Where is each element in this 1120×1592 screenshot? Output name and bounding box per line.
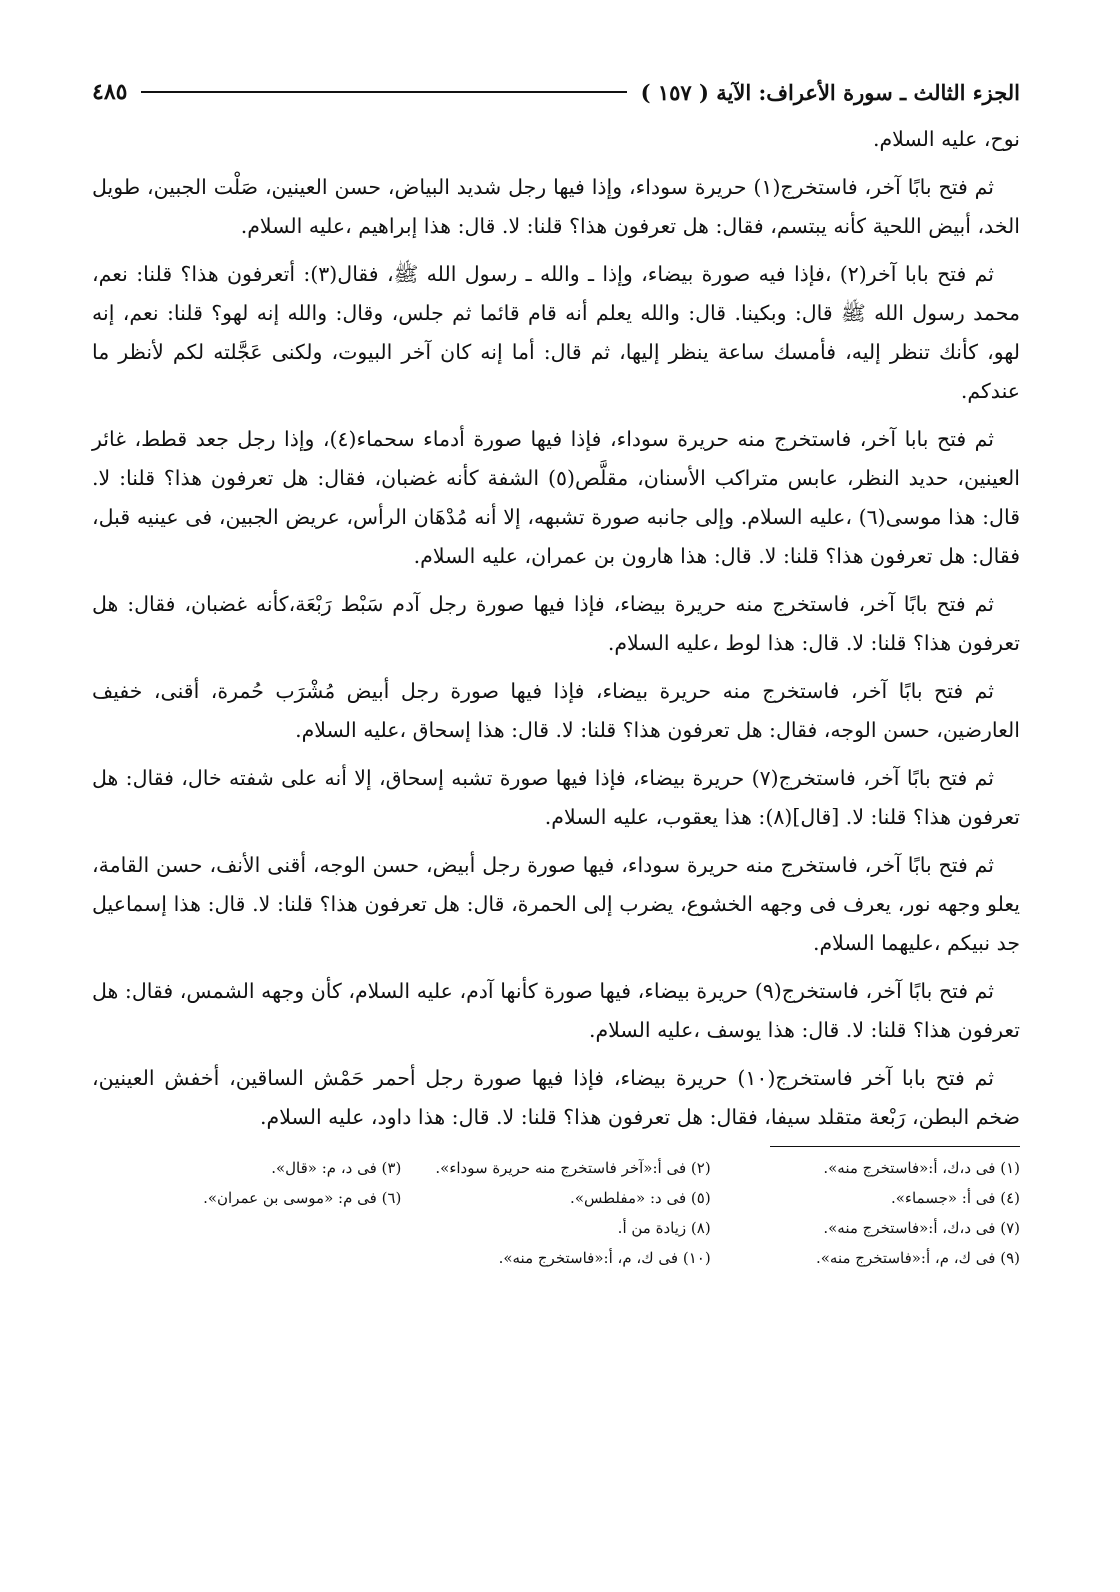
footnote-8: (٨) زيادة من أ. (617, 1219, 711, 1237)
header-title: الجزء الثالث ـ سورة الأعراف: الآية ( ١٥٧ ) (640, 79, 1020, 105)
footnote-2: (٢) فى أ:«آخر فاستخرج منه حريرة سوداء». (435, 1159, 711, 1177)
paragraph: ثم فتح بابا آخر، فاستخرج منه حريرة سوداء، فإذا فيها صورة أدماء سحماء(٤)، وإذا رجل جعد قطط، غائر العينين، حديد النظر، عابس متراكب الأسنان، مقلَّص(٥) الشفة كأنه غضبان، فقال: هل تعرفون هذا؟ قلنا: لا. قال: هذا موسى(٦) ،عليه السلام. وإلى جانبه صورة تشبهه، إلا أنه مُدْهَان الرأس، عريض الجبين، فى عينيه قبل، فقال: هل تعرفون هذا؟ قلنا: لا. قال: هذا هارون بن عمران، عليه السلام. (92, 427, 1020, 568)
footnote-separator (770, 1146, 1020, 1147)
paragraph: ثم فتح بابًا آخر، فاستخرج(٩) حريرة بيضاء، فيها صورة كأنها آدم، عليه السلام، كأن وجهه الشمس، فقال: هل تعرفون هذا؟ قلنا: لا. قال: هذا يوسف ،عليه السلام. (92, 979, 1020, 1042)
paragraph: ثم فتح بابا آخر فاستخرج(١٠) حريرة بيضاء، فإذا فيها صورة رجل أحمر حَمْش الساقين، أخفش العينين، ضخم البطن، رَبْعة متقلد سيفا، فقال: هل تعرفون هذا؟ قلنا: لا. قال: هذا داود، عليه السلام. (92, 1066, 1020, 1129)
footnote-10: (١٠) فى ك، م، أ:«فاستخرج منه». (498, 1249, 711, 1267)
footnote-empty (92, 1213, 401, 1243)
footnote-empty (92, 1243, 401, 1273)
paragraph: ثم فتح بابًا آخر، فاستخرج(٧) حريرة بيضاء، فإذا فيها صورة تشبه إسحاق، إلا أنه على شفته خال، فقال: هل تعرفون هذا؟ قلنا: لا. [قال](٨): هذا يعقوب، عليه السلام. (92, 766, 1020, 829)
footnote-4: (٤) فى أ: «جسماء». (890, 1189, 1020, 1207)
page-number: ٤٨٥ (92, 79, 128, 105)
paragraph: ثم فتح بابًا آخر، فاستخرج منه حريرة سوداء، فيها صورة رجل أبيض، حسن الوجه، أقنى الأنف، حسن القامة، يعلو وجهه نور، يعرف فى وجهه الخشوع، يضرب إلى الحمرة، قال: هل تعرفون هذا؟ قلنا: لا. قال: هذا إسماعيل جد نبيكم ،عليهما السلام. (92, 853, 1020, 955)
footnote-5: (٥) فى د: «مفلطس». (570, 1189, 711, 1207)
page (92, 72, 1020, 1273)
footnote-1: (١) فى د،ك، أ:«فاستخرج منه». (823, 1159, 1020, 1177)
paragraph: ثم فتح بابًا آخر، فاستخرج(١) حريرة سوداء، وإذا فيها رجل شديد البياض، حسن العينين، صَلْت الجبين، طويل الخد، أبيض اللحية كأنه يبتسم، فقال: هل تعرفون هذا؟ قلنا: لا. قال: هذا إبراهيم ،عليه السلام. (92, 175, 1020, 238)
main-text (92, 120, 1020, 1137)
paragraph: نوح، عليه السلام. (872, 127, 1020, 151)
footnote-9: (٩) فى ك، م، أ:«فاستخرج منه». (815, 1249, 1020, 1267)
footnote-3: (٣) فى د، م: «قال». (271, 1159, 402, 1177)
footnote-6: (٦) فى م: «موسى بن عمران». (203, 1189, 402, 1207)
footnotes (92, 1153, 1020, 1273)
running-header (92, 72, 1020, 112)
footnote-7: (٧) فى د،ك، أ:«فاستخرج منه». (823, 1219, 1020, 1237)
paragraph: ثم فتح بابا آخر(٢) ،فإذا فيه صورة بيضاء، وإذا ـ والله ـ رسول الله ﷺ، فقال(٣): أتعرفون هذا؟ قلنا: نعم، محمد رسول الله ﷺ قال: وبكينا. قال: والله يعلم أنه قام قائما ثم جلس، وقال: والله إنه لهو؟ قلنا: نعم، إنه لهو، كأنك تنظر إليه، فأمسك ساعة ينظر إليها، ثم قال: أما إنه كان آخر البيوت، ولكنى عَجَّلته لكم لأنظر ما عندكم. (92, 262, 1020, 403)
header-rule (141, 91, 626, 93)
paragraph: ثم فتح بابًا آخر، فاستخرج منه حريرة بيضاء، فإذا فيها صورة رجل أبيض مُشْرَب حُمرة، أقنى، خفيف العارضين، حسن الوجه، فقال: هل تعرفون هذا؟ قلنا: لا. قال: هذا إسحاق ،عليه السلام. (92, 679, 1020, 742)
paragraph: ثم فتح بابًا آخر، فاستخرج منه حريرة بيضاء، فإذا فيها صورة رجل آدم سَبْط رَبْعَة،كأنه غضبان، فقال: هل تعرفون هذا؟ قلنا: لا. قال: هذا لوط ،عليه السلام. (92, 592, 1020, 655)
